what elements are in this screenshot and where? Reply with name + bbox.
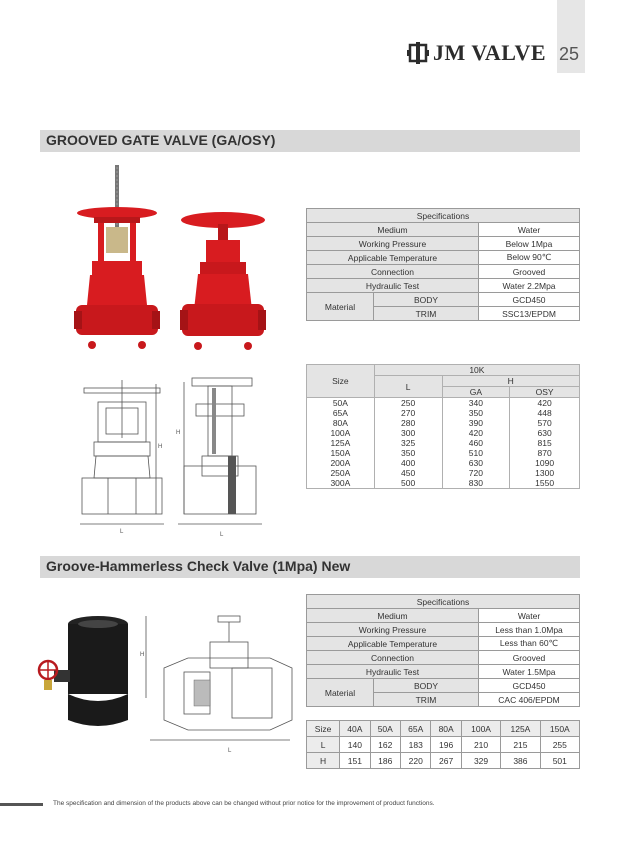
spec-value: Water 1.5Mpa	[479, 665, 580, 679]
dim-header-osy: OSY	[510, 387, 580, 398]
dim-header-l: L	[374, 376, 442, 398]
dim-header-class: 10K	[374, 365, 579, 376]
gate-valve-osy-photo	[72, 165, 162, 355]
dim-cell-sizes: 250A	[307, 468, 375, 478]
spec-label: Hydraulic Test	[307, 665, 479, 679]
drawing-h-label: H	[158, 444, 163, 450]
dim-row-header: L	[307, 737, 340, 753]
dim-cell-osy: 815	[510, 438, 580, 448]
dim-cell-ga: 350	[442, 408, 510, 418]
spec-label: Hydraulic Test	[307, 279, 479, 293]
section-title: GROOVED GATE VALVE (GA/OSY)	[46, 132, 276, 148]
section-bar-check-valve	[40, 556, 580, 578]
gate-valve-osy-drawing	[78, 378, 166, 538]
spec-label: Connection	[307, 265, 479, 279]
brand-name: JM VALVE	[433, 40, 547, 65]
dim-cell-sizes: 150A	[540, 721, 579, 737]
dim-cell-osy: 1300	[510, 468, 580, 478]
table-row	[307, 458, 580, 468]
dim-cell-osy: 420	[510, 398, 580, 409]
dim-cell-h: 329	[461, 753, 500, 769]
dim-cell-h: 501	[540, 753, 579, 769]
table-row	[307, 398, 580, 409]
drawing-l-label: L	[228, 748, 232, 754]
dim-cell-ga: 830	[442, 478, 510, 489]
dim-header-ga: GA	[442, 387, 510, 398]
dim-cell-l: 325	[374, 438, 442, 448]
table-row	[307, 438, 580, 448]
dim-cell-sizes: 200A	[307, 458, 375, 468]
check-valve-photo	[36, 612, 136, 737]
dim-cell-osy: 1090	[510, 458, 580, 468]
dim-cell-sizes: 125A	[501, 721, 540, 737]
table-row	[307, 468, 580, 478]
dim-cell-h: 151	[340, 753, 370, 769]
spec-value: Less than 1.0Mpa	[479, 623, 580, 637]
dim-cell-sizes: 300A	[307, 478, 375, 489]
dim-cell-l: 196	[431, 737, 461, 753]
gate-valve-ga-drawing	[172, 374, 264, 544]
dim-cell-h: 186	[370, 753, 400, 769]
table-row	[307, 478, 580, 489]
spec-value: CAC 406/EPDM	[479, 693, 580, 707]
table-row	[307, 448, 580, 458]
dim-cell-osy: 570	[510, 418, 580, 428]
dim-cell-l: 215	[501, 737, 540, 753]
table-row	[307, 418, 580, 428]
spec-table-check-valve	[306, 594, 580, 707]
spec-label: Material	[307, 293, 374, 321]
brand-header	[407, 38, 546, 68]
spec-sublabel: BODY	[374, 293, 479, 307]
table-row	[307, 737, 580, 753]
spec-label: Medium	[307, 223, 479, 237]
drawing-l-label: L	[120, 529, 124, 535]
dim-cell-sizes: 100A	[461, 721, 500, 737]
spec-sublabel: TRIM	[374, 693, 479, 707]
drawing-h-label: H	[176, 430, 181, 436]
spec-label: Connection	[307, 651, 479, 665]
spec-label: Working Pressure	[307, 237, 479, 251]
dim-cell-sizes: 80A	[431, 721, 461, 737]
dim-cell-sizes: 80A	[307, 418, 375, 428]
dim-cell-l: 450	[374, 468, 442, 478]
dim-cell-h: 267	[431, 753, 461, 769]
drawing-h-label: H	[140, 652, 145, 658]
dim-cell-h: 220	[400, 753, 430, 769]
dim-cell-ga: 420	[442, 428, 510, 438]
table-row	[307, 721, 580, 737]
dim-cell-sizes: 150A	[307, 448, 375, 458]
dim-cell-sizes: 65A	[400, 721, 430, 737]
spec-sublabel: BODY	[374, 679, 479, 693]
spec-value: Grooved	[479, 651, 580, 665]
drawing-l-label: L	[220, 532, 224, 538]
dim-cell-l: 270	[374, 408, 442, 418]
gate-valve-ga-photo	[178, 210, 268, 355]
dim-cell-sizes: 50A	[307, 398, 375, 409]
footer-rule	[0, 803, 43, 806]
dim-header-h: H	[442, 376, 580, 387]
dim-cell-ga: 510	[442, 448, 510, 458]
dim-cell-ga: 460	[442, 438, 510, 448]
dim-cell-l: 162	[370, 737, 400, 753]
page-number: 25	[559, 44, 580, 64]
dim-row-header: H	[307, 753, 340, 769]
spec-value: Less than 60℃	[479, 637, 580, 651]
spec-label: Medium	[307, 609, 479, 623]
spec-title: Specifications	[307, 209, 580, 223]
spec-value: Below 90℃	[479, 251, 580, 265]
section-bar-gate-valve	[40, 130, 580, 152]
table-row	[307, 408, 580, 418]
dim-cell-sizes: 125A	[307, 438, 375, 448]
spec-label: Applicable Temperature	[307, 637, 479, 651]
dim-cell-sizes: 40A	[340, 721, 370, 737]
spec-label: Applicable Temperature	[307, 251, 479, 265]
dimension-table-gate-valve	[306, 364, 580, 489]
spec-label: Material	[307, 679, 374, 707]
footer-note: The specification and dimension of the products above can be changed without prior notice for the improvement of product functions.	[53, 800, 435, 807]
dim-cell-ga: 630	[442, 458, 510, 468]
spec-table-gate-valve	[306, 208, 580, 321]
dim-cell-l: 255	[540, 737, 579, 753]
spec-value: Below 1Mpa	[479, 237, 580, 251]
spec-value: Water	[479, 609, 580, 623]
dim-cell-l: 500	[374, 478, 442, 489]
dim-cell-ga: 390	[442, 418, 510, 428]
table-row	[307, 753, 580, 769]
spec-value: GCD450	[479, 679, 580, 693]
dim-cell-l: 350	[374, 448, 442, 458]
check-valve-drawing	[140, 612, 295, 757]
dim-cell-h: 386	[501, 753, 540, 769]
table-row	[307, 428, 580, 438]
dim-cell-osy: 448	[510, 408, 580, 418]
jm-valve-logo-icon	[407, 42, 429, 64]
dim-cell-osy: 870	[510, 448, 580, 458]
dim-cell-sizes: 65A	[307, 408, 375, 418]
dim-cell-l: 250	[374, 398, 442, 409]
dim-cell-l: 400	[374, 458, 442, 468]
spec-value: Water 2.2Mpa	[479, 279, 580, 293]
dim-cell-osy: 1550	[510, 478, 580, 489]
dim-cell-sizes: 50A	[370, 721, 400, 737]
dimension-table-check-valve	[306, 720, 580, 769]
dim-cell-sizes: 100A	[307, 428, 375, 438]
section-title: Groove-Hammerless Check Valve (1Mpa) New	[46, 558, 351, 574]
dim-cell-l: 210	[461, 737, 500, 753]
dim-cell-l: 183	[400, 737, 430, 753]
spec-value: Water	[479, 223, 580, 237]
dim-row-header: Size	[307, 721, 340, 737]
dim-cell-l: 280	[374, 418, 442, 428]
spec-value: Grooved	[479, 265, 580, 279]
dim-header-size: Size	[307, 365, 375, 398]
dim-cell-l: 140	[340, 737, 370, 753]
dim-cell-osy: 630	[510, 428, 580, 438]
spec-value: SSC13/EPDM	[479, 307, 580, 321]
dim-cell-ga: 720	[442, 468, 510, 478]
spec-sublabel: TRIM	[374, 307, 479, 321]
spec-label: Working Pressure	[307, 623, 479, 637]
spec-value: GCD450	[479, 293, 580, 307]
dim-cell-ga: 340	[442, 398, 510, 409]
dim-cell-l: 300	[374, 428, 442, 438]
spec-title: Specifications	[307, 595, 580, 609]
